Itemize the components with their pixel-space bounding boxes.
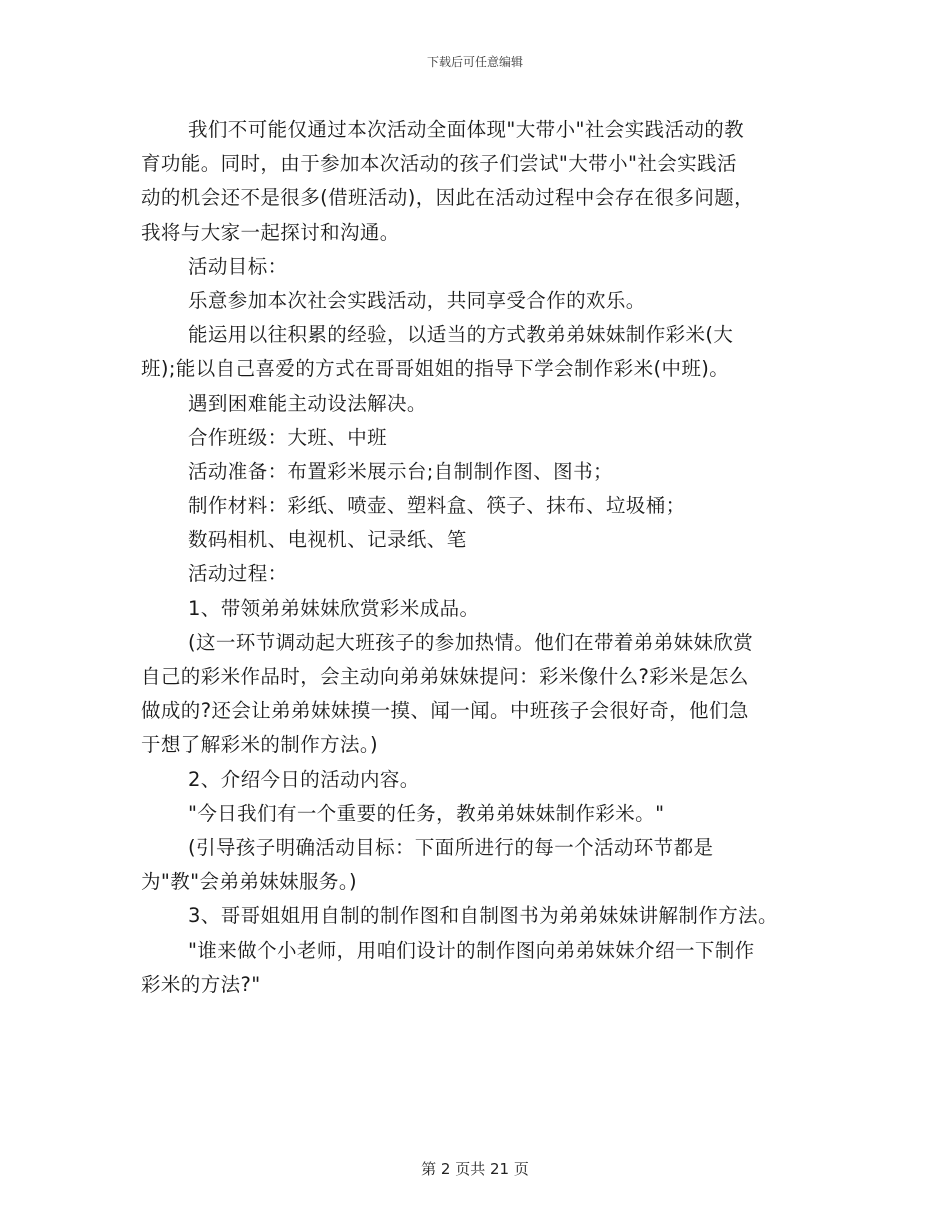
text-line: 彩米的方法?" xyxy=(141,972,261,996)
text-line: 合作班级：大班、中班 xyxy=(188,425,388,449)
text-line: 3、哥哥姐姐用自制的制作图和自制图书为弟弟妹妹讲解制作方法。 xyxy=(188,904,778,928)
text-line: 做成的?还会让弟弟妹妹摸一摸、闻一闻。中班孩子会很好奇，他们急 xyxy=(141,699,749,723)
document-body xyxy=(141,113,821,1002)
text-line: 我们不可能仅通过本次活动全面体现"大带小"社会实践活动的教 xyxy=(188,118,745,141)
text-line: 1、带领弟弟妹妹欣赏彩米成品。 xyxy=(188,596,480,620)
page-number: 第 2 页共 21 页 xyxy=(421,1160,529,1178)
text-line: 活动目标： xyxy=(188,254,288,278)
text-line: 班);能以自己喜爱的方式在哥哥姐姐的指导下学会制作彩米(中班)。 xyxy=(141,357,730,381)
text-line: 活动过程： xyxy=(188,562,288,586)
text-line: 2、介绍今日的活动内容。 xyxy=(188,767,420,791)
text-line: "今日我们有一个重要的任务，教弟弟妹妹制作彩米。" xyxy=(188,801,665,825)
text-line: 能运用以往积累的经验，以适当的方式教弟弟妹妹制作彩米(大 xyxy=(188,323,734,347)
text-line: 育功能。同时，由于参加本次活动的孩子们尝试"大带小"社会实践活 xyxy=(141,152,737,176)
text-line: 乐意参加本次社会实践活动，共同享受合作的欢乐。 xyxy=(188,288,646,312)
page-header: 下载后可任意编辑 xyxy=(426,55,523,69)
text-line: (引导孩子明确活动目标：下面所进行的每一个活动环节都是 xyxy=(188,835,714,859)
text-line: 我将与大家一起探讨和沟通。 xyxy=(141,220,400,244)
text-line: 遇到困难能主动设法解决。 xyxy=(188,391,427,415)
text-line: (这一环节调动起大班孩子的参加热情。他们在带着弟弟妹妹欣赏 xyxy=(188,630,754,654)
text-line: 自己的彩米作品时，会主动向弟弟妹妹提问：彩米像什么?彩米是怎么 xyxy=(141,665,749,688)
text-line: 动的机会还不是很多(借班活动)，因此在活动过程中会存在很多问题， xyxy=(141,186,755,210)
text-line: 数码相机、电视机、记录纸、笔 xyxy=(188,528,467,552)
text-line: 为"教"会弟弟妹妹服务。) xyxy=(141,870,357,894)
text-line: 制作材料：彩纸、喷壶、塑料盒、筷子、抹布、垃圾桶； xyxy=(188,494,686,518)
text-line: 于想了解彩米的制作方法。) xyxy=(141,733,379,757)
text-line: 活动准备：布置彩米展示台;自制制作图、图书； xyxy=(188,459,613,483)
text-line: "谁来做个小老师，用咱们设计的制作图向弟弟妹妹介绍一下制作 xyxy=(188,938,755,962)
